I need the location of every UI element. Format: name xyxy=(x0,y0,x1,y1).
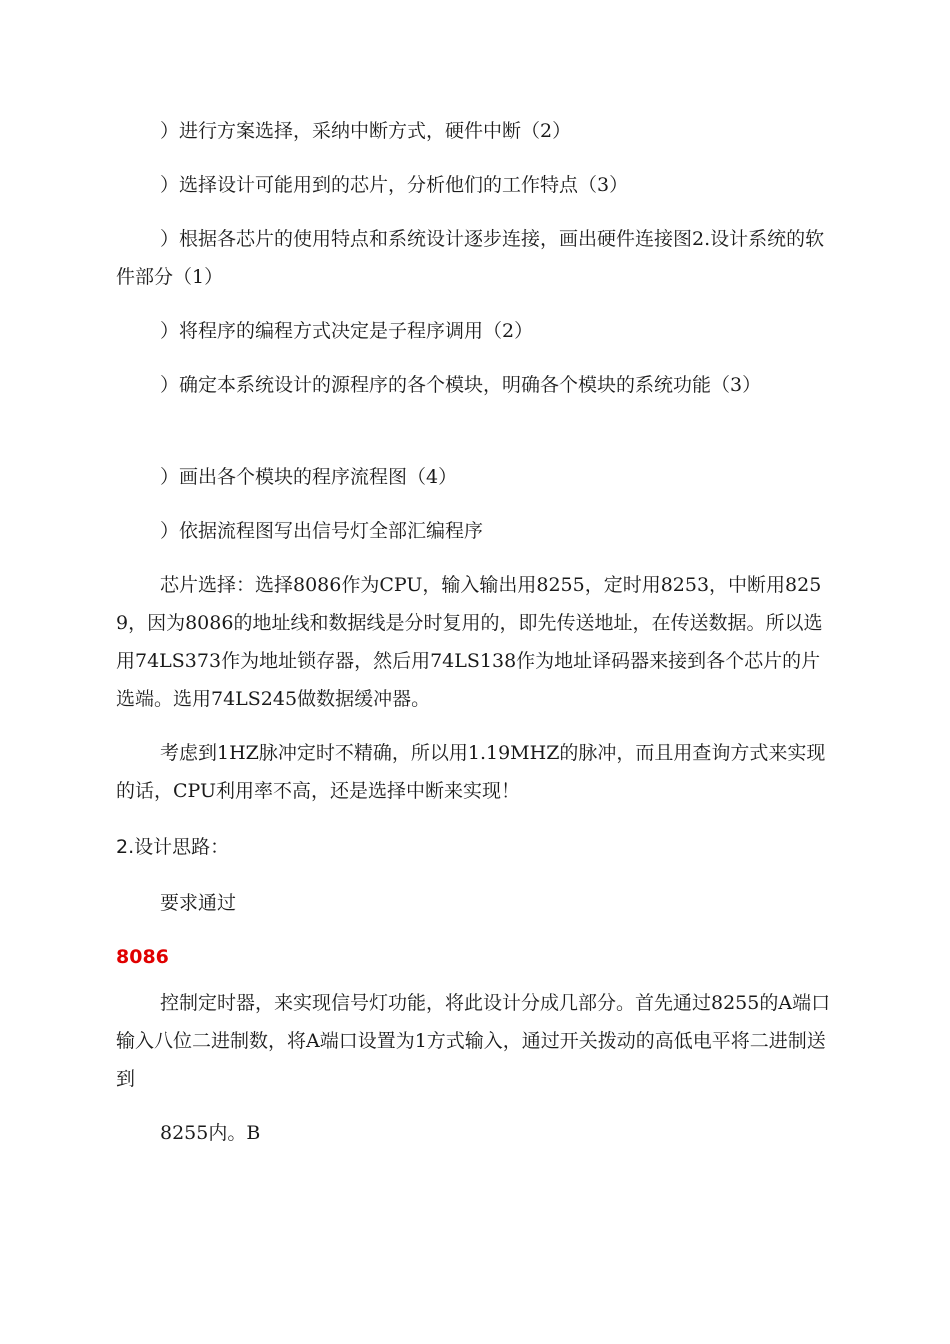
step-paragraph-2: ）选择设计可能用到的芯片，分析他们的工作特点（3） xyxy=(160,174,629,196)
chip-selection-paragraph: 芯片选择：选择8086作为CPU，输入输出用8255，定时用8253，中断用8259，因为8086的地址线和数据线是分时复用的，即先传送地址，在传送数据。所以选用74LS373作为地址锁存器，然后用74LS138作为地址译码器来接到各个芯片的片选端。选用74LS245做数据缓冲器。 xyxy=(116,574,823,710)
pulse-paragraph: 考虑到1HZ脉冲定时不精确，所以用1.19MHZ的脉冲，而且用查询方式来实现的话，CPU利用率不高，还是选择中断来实现！ xyxy=(116,742,826,802)
step-paragraph-4: ）将程序的编程方式决定是子程序调用（2） xyxy=(160,320,534,342)
step-paragraph-5: ）确定本系统设计的源程序的各个模块，明确各个模块的系统功能（3） xyxy=(160,374,762,396)
highlight-label: 8086 xyxy=(116,946,169,968)
design-paragraph: 控制定时器，来实现信号灯功能，将此设计分成几部分。首先通过8255的A端口输入八位二进制数，将A端口设置为1方式输入，通过开关拨动的高低电平将二进制送到 xyxy=(116,992,831,1090)
requirement-intro: 要求通过 xyxy=(160,892,237,914)
tail-fragment: 8255内。B xyxy=(160,1122,261,1144)
step-paragraph-3: ）根据各芯片的使用特点和系统设计逐步连接，画出硬件连接图2.设计系统的软件部分（1） xyxy=(116,228,825,288)
step-paragraph-7: ）依据流程图写出信号灯全部汇编程序 xyxy=(160,520,484,542)
step-paragraph-6: ）画出各个模块的程序流程图（4） xyxy=(160,466,458,488)
step-paragraph-1: ）进行方案选择，采纳中断方式，硬件中断（2） xyxy=(160,120,572,142)
section-heading: 2.设计思路： xyxy=(116,836,230,858)
